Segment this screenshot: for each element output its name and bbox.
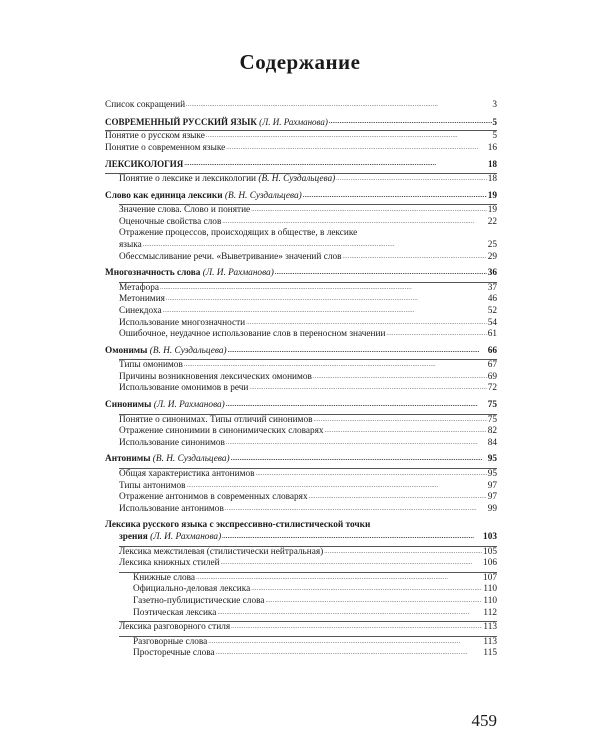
toc-entry-title: Список сокращений: [105, 100, 186, 110]
toc-leader-dots: [222, 531, 482, 544]
toc-section-heading: [105, 268, 497, 280]
toc-page-number: 110: [483, 584, 497, 595]
toc-page-number: 72: [487, 383, 497, 394]
toc-page-number: 36: [487, 268, 497, 279]
toc-leader-dots: [231, 453, 487, 466]
toc-entry-title: Лексика книжных стилей: [119, 558, 220, 569]
toc-entry-title: Понятие о синонимах. Типы отличий синонимов: [119, 414, 313, 425]
toc-entry-title: Разговорные слова: [133, 636, 208, 647]
toc-leader-dots: [222, 216, 486, 229]
toc-entry-title: Понятие о русском языке: [105, 131, 205, 142]
toc-entry-title: Поэтическая лексика: [133, 607, 217, 618]
toc-page-number: 5: [492, 131, 497, 142]
toc-entry-title: Газетно-публицистические слова: [133, 595, 265, 606]
toc-entry-title: Общая характеристика антонимов: [119, 469, 255, 480]
toc-page-number: 110: [483, 595, 497, 606]
toc-leader-dots: [386, 328, 486, 341]
toc-entry-title: Книжные слова: [133, 572, 196, 583]
toc-leader-dots: [249, 382, 486, 395]
toc-page-number: 25: [487, 239, 497, 250]
toc-page-number: 18: [488, 159, 497, 170]
toc-entry: [105, 622, 497, 634]
toc-page-number: 16: [487, 142, 497, 153]
toc-entry-title: Лексика межстилевая (стилистически нейтральная): [119, 546, 324, 557]
toc-page-number: 19: [487, 190, 497, 201]
toc-leader-dots: [225, 503, 487, 516]
toc-entry: [105, 100, 497, 112]
toc-page-number: 67: [487, 360, 497, 371]
toc-page-number: 52: [487, 305, 497, 316]
toc-entry: [105, 648, 497, 660]
toc-leader-dots: [226, 399, 487, 412]
toc-page-number: 75: [487, 400, 497, 411]
toc-page-number: 82: [487, 426, 497, 437]
toc-leader-dots: [184, 157, 487, 171]
toc-entry-title: зрения: [119, 532, 148, 542]
toc-page-number: 46: [487, 294, 497, 305]
toc-section-heading: [105, 454, 497, 466]
toc-leader-dots: [231, 621, 482, 634]
toc-page-number: 37: [487, 282, 497, 293]
toc-page-number: 113: [483, 636, 497, 647]
toc-entry-title: Синекдоха: [119, 305, 162, 316]
toc-entry-title: Понятие о современном языке: [105, 142, 226, 153]
toc-page-number: 97: [487, 492, 497, 503]
toc-section-heading: [105, 400, 497, 412]
toc-leader-dots: [226, 437, 487, 450]
toc-leader-dots: [343, 251, 487, 264]
table-of-contents: [105, 100, 497, 660]
toc-entry-title: Ошибочное, неудачное использование слов в переносном значении: [119, 329, 386, 340]
toc-leader-dots: [228, 345, 487, 358]
toc-entry-title: Просторечные слова: [133, 648, 215, 659]
toc-entry-title: Омонимы: [105, 345, 148, 356]
toc-entry-title: языка: [119, 239, 142, 250]
toc-section-heading: [105, 532, 497, 544]
toc-entry-title: Отражение процессов, происходящих в обществе, в лексике: [119, 228, 358, 239]
toc-entry: [105, 329, 497, 341]
toc-entry-title: Лексика разговорного стиля: [119, 622, 231, 633]
toc-page-number: 112: [483, 607, 497, 618]
toc-leader-dots: [226, 142, 486, 155]
toc-page-number: 54: [487, 317, 497, 328]
toc-entry-title: Причины возникновения лексических омонимов: [119, 371, 312, 382]
toc-leader-dots: [303, 190, 487, 203]
toc-entry-title: Понятие о лексике и лексикологии: [119, 173, 257, 184]
toc-entry-title: ЛЕКСИКОЛОГИЯ: [105, 159, 184, 170]
toc-page-number: 105: [483, 546, 497, 557]
toc-author: (В. Н. Суздальцева): [152, 454, 230, 465]
toc-page-number: 113: [483, 622, 497, 633]
toc-entry-title: Отражение антонимов в современных словарях: [119, 492, 308, 503]
toc-page-number: 97: [487, 480, 497, 491]
toc-entry: [105, 504, 497, 516]
toc-author: (Л. И. Рахманова): [202, 268, 274, 279]
toc-section-heading: [105, 346, 497, 358]
toc-entry: [105, 383, 497, 395]
toc-author: (В. Н. Суздальцева): [149, 345, 227, 356]
toc-page-number: 103: [483, 532, 497, 542]
toc-entry: [105, 608, 497, 620]
toc-section-heading: [105, 159, 497, 171]
toc-leader-dots: [329, 115, 492, 129]
toc-page-number: 69: [487, 371, 497, 382]
toc-entry-title: Слово как единица лексики: [105, 190, 223, 201]
page-number: 459: [471, 711, 497, 730]
toc-entry-title: Использование многозначности: [119, 317, 246, 328]
toc-page-number: 66: [487, 345, 497, 356]
toc-leader-dots: [217, 607, 482, 620]
toc-entry-title: Значение слова. Слово и понятие: [119, 205, 251, 216]
toc-entry-title: Метонимия: [119, 294, 165, 305]
toc-entry: [105, 438, 497, 450]
toc-leader-dots: [336, 173, 486, 186]
toc-page-number: 29: [487, 251, 497, 262]
toc-page-number: 75: [487, 414, 497, 425]
toc-author: (Л. И. Рахманова): [153, 400, 225, 411]
toc-entry-title: Синонимы: [105, 400, 152, 411]
toc-entry: [105, 217, 497, 229]
toc-entry-title: Отражение синонимии в синонимических словарях: [119, 426, 324, 437]
toc-entry: [105, 143, 497, 155]
toc-page-number: 95: [487, 469, 497, 480]
toc-entry-title: Использование синонимов: [119, 437, 225, 448]
toc-leader-dots: [186, 99, 491, 112]
toc-page-number: 115: [483, 648, 497, 659]
toc-page-number: 106: [483, 558, 497, 569]
toc-entry-title: Официально-деловая лексика: [133, 584, 251, 595]
toc-entry: [105, 174, 497, 186]
toc-page-number: 99: [487, 503, 497, 514]
toc-page-number: 19: [487, 205, 497, 216]
toc-entry: [105, 252, 497, 264]
toc-author: (В. Н. Суздальцева): [224, 190, 302, 201]
toc-page-number: 18: [487, 173, 497, 184]
toc-page-number: 95: [487, 454, 497, 465]
toc-leader-dots: [216, 647, 483, 660]
toc-author: (В. Н. Суздальцева): [258, 173, 336, 184]
toc-entry: [105, 558, 497, 570]
toc-leader-dots: [275, 267, 487, 280]
toc-page-number: 3: [492, 100, 497, 110]
toc-entry-title: Обессмысливание речи. «Выветривание» значений слов: [119, 251, 342, 262]
toc-page-number: 22: [487, 216, 497, 227]
toc-section-heading: [105, 117, 497, 129]
toc-page-number: 5: [492, 116, 497, 127]
toc-entry-title: Использование омонимов в речи: [119, 383, 249, 394]
toc-page-number: 84: [487, 437, 497, 448]
toc-page-number: 107: [483, 572, 497, 583]
toc-author: (Л. И. Рахманова): [150, 532, 222, 542]
toc-section-heading: [105, 191, 497, 203]
toc-entry-title: Антонимы: [105, 454, 151, 465]
toc-entry-title: Использование антонимов: [119, 503, 224, 514]
toc-entry-title: Многозначность слова: [105, 268, 201, 279]
toc-entry-title: Лексика русского языка с экспрессивно-стилистической точки: [105, 520, 371, 531]
toc-entry-title: СОВРЕМЕННЫЙ РУССКИЙ ЯЗЫК: [105, 116, 257, 127]
toc-page-number: 61: [487, 329, 497, 340]
toc-entry-title: Метафора: [119, 282, 160, 293]
page-title: Содержание: [239, 50, 361, 74]
toc-entry-title: Оценочные свойства слов: [119, 216, 222, 227]
toc-entry-title: Типы антонимов: [119, 480, 186, 491]
toc-leader-dots: [221, 557, 482, 570]
toc-entry-title: Типы омонимов: [119, 360, 183, 371]
toc-author: (Л. И. Рахманова): [259, 116, 328, 127]
